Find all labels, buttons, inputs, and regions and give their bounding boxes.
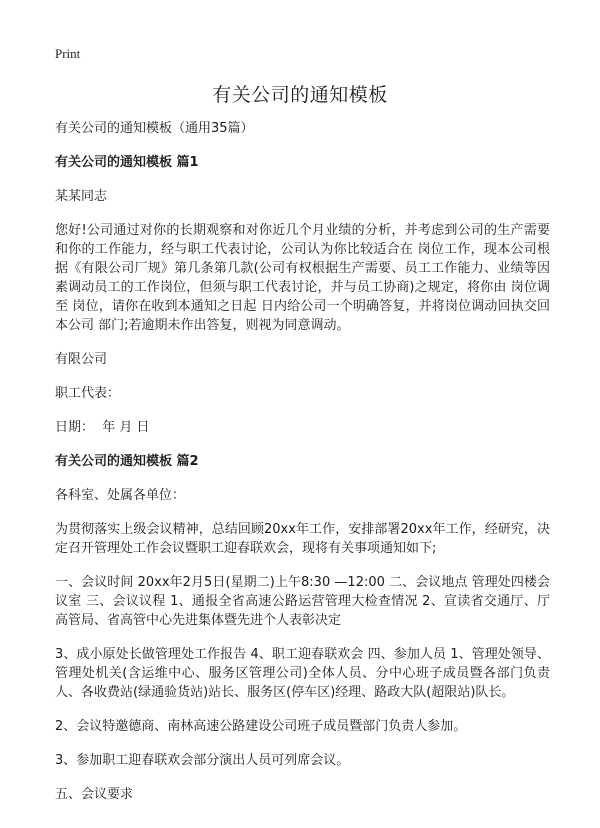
body-paragraph: 五、会议要求 (55, 787, 134, 802)
salutation: 某某同志 (55, 189, 108, 204)
section-1 (55, 153, 550, 437)
body-paragraph: 为贯彻落实上级会议精神，总结回顾20xx年工作，安排部署20xx年工作，经研究，决定召开管理处工作会议暨职工迎春联欢会，现将有关事项通知如下; (55, 522, 550, 556)
section-heading: 有关公司的通知模板 篇2 (55, 454, 199, 469)
body-paragraph: 您好!公司通过对你的长期观察和对你近几个月业绩的分析，并考虑到公司的生产需要和你的工作能力，经与职工代表讨论，公司认为你比较适合在 岗位工作，现本公司根据《有限公司厂规》第几条第几款(公司有权根据生产需要、员工工作能力、业绩等因素调动员工的工作岗位，但须与职工代表讨论，并与员工协商)之规定，将你由 岗位调至 岗位，请你在收到本通知之日起 日内给公司一个明确答复，并将岗位调动回执交回本公司 部门;若逾期未作出答复，则视为同意调动。 (55, 223, 550, 333)
page-title: 有关公司的通知模板 (212, 84, 388, 106)
section-heading: 有关公司的通知模板 篇1 (55, 155, 199, 170)
company-signature: 有限公司 (55, 352, 108, 367)
print-link[interactable]: Print (55, 46, 81, 61)
date-line: 日期： 年 月 日 (55, 420, 150, 435)
document-body (55, 119, 550, 819)
body-paragraph: 3、成小原处长做管理处工作报告 4、职工迎春联欢会 四、参加人员 1、管理处领导、管理处机关(含运维中心、服务区管理公司)全体人员、分中心班子成员暨各部门负责人、各收费站(绿通验货站)站长、服务区(停车区)经理、路政大队(超限站)队长。 (55, 647, 550, 700)
body-paragraph: 一、会议时间 20xx年2月5日(星期二)上午8:30 —12:00 二、会议地点 管理处四楼会议室 三、会议议程 1、通报全省高速公路运营管理大检查情况 2、宣读省交通厅、厅高管局、省高管中心先进集体暨先进个人表彰决定 (55, 575, 550, 628)
body-paragraph: 3、参加职工迎春联欢会部分演出人员可列席会议。 (55, 753, 350, 768)
body-paragraph: 2、会议特邀德商、南林高速公路建设公司班子成员暨部门负责人参加。 (55, 719, 467, 734)
salutation: 各科室、处属各单位： (55, 488, 186, 503)
employee-representative: 职工代表： (55, 386, 121, 401)
section-2 (55, 452, 550, 804)
document-subtitle: 有关公司的通知模板（通用35篇） (55, 121, 254, 136)
